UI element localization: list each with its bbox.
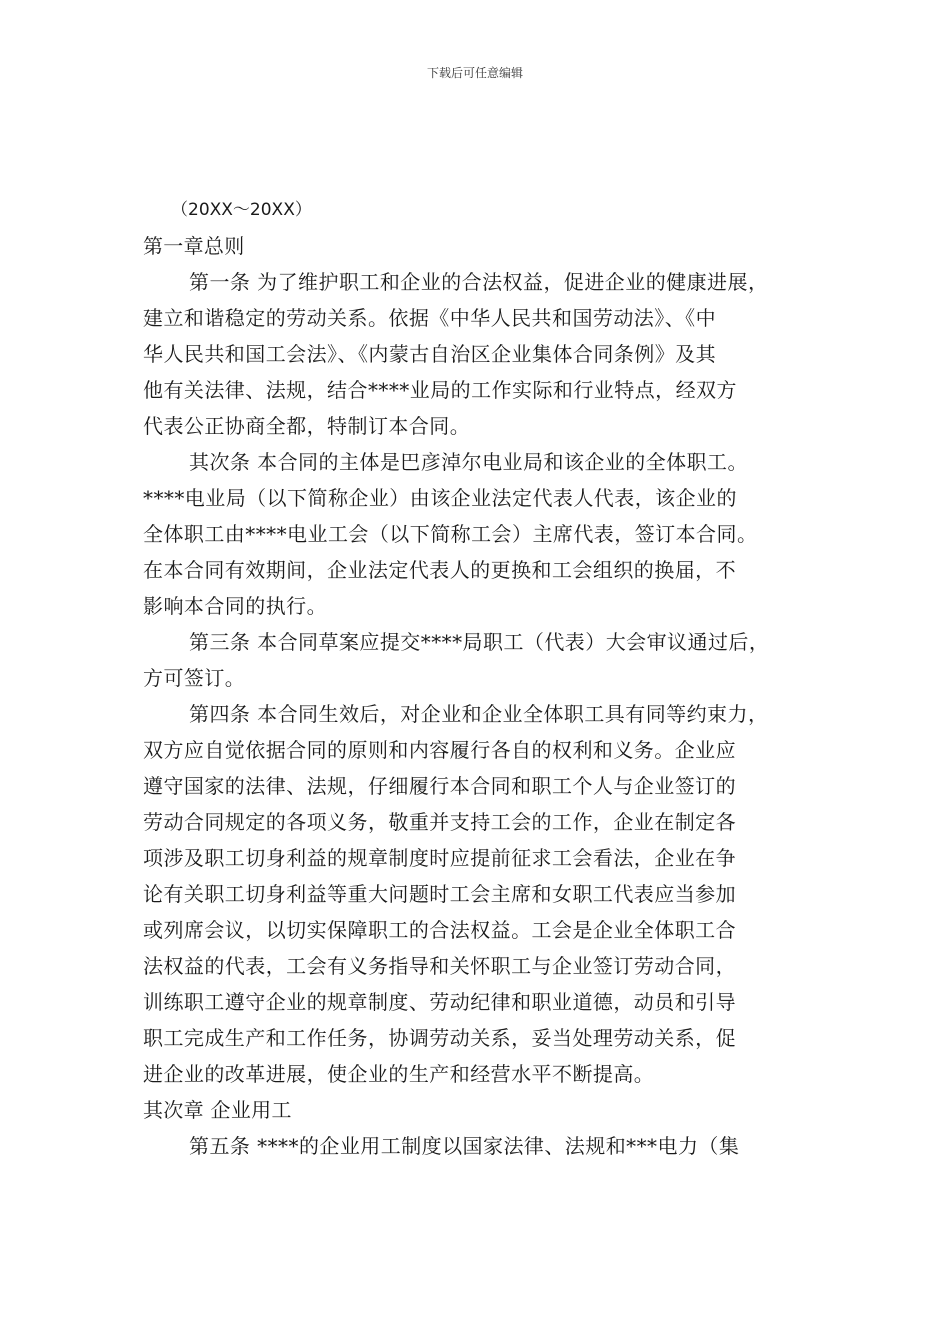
chapter-2-title: 其次章 企业用工 — [143, 1098, 292, 1122]
article-4-line: 项涉及职工切身利益的规章制度时应提前征求工会看法，企业在争 — [143, 846, 737, 870]
article-1-line: 他有关法律、法规，结合****业局的工作实际和行业特点，经双方 — [143, 378, 737, 402]
article-2 — [143, 444, 811, 624]
article-5 — [143, 1128, 811, 1164]
article-2-line: 其次条 本合同的主体是巴彦淖尔电业局和该企业的全体职工。 — [189, 450, 748, 474]
article-4-line: 进企业的改革进展，使企业的生产和经营水平不断提高。 — [143, 1062, 655, 1086]
article-4-line: 训练职工遵守企业的规章制度、劳动纪律和职业道德，动员和引导 — [143, 990, 737, 1014]
article-1-line: 第一条 为了维护职工和企业的合法权益，促进企业的健康进展， — [189, 270, 769, 294]
article-4-line: 遵守国家的法律、法规，仔细履行本合同和职工个人与企业签订的 — [143, 774, 737, 798]
article-2-line: 全体职工由****电业工会（以下简称工会）主席代表，签订本合同。 — [143, 522, 758, 546]
date-range: （20XX～20XX） — [171, 200, 312, 220]
article-4-line: 第四条 本合同生效后，对企业和企业全体职工具有同等约束力， — [189, 702, 769, 726]
article-4-line: 论有关职工切身利益等重大问题时工会主席和女职工代表应当参加 — [143, 882, 737, 906]
article-5-line: 第五条 ****的企业用工制度以国家法律、法规和***电力（集 — [189, 1134, 740, 1158]
article-1-line: 代表公正协商全都，特制订本合同。 — [143, 414, 471, 438]
article-2-line: ****电业局（以下简称企业）由该企业法定代表人代表，该企业的 — [143, 486, 737, 510]
document-body — [143, 192, 811, 1164]
article-1-line: 建立和谐稳定的劳动关系。依据《中华人民共和国劳动法》、《中 — [143, 306, 717, 330]
article-3 — [143, 624, 811, 696]
article-4-line: 劳动合同规定的各项义务，敬重并支持工会的工作，企业在制定各 — [143, 810, 737, 834]
article-4-line: 或列席会议，以切实保障职工的合法权益。工会是企业全体职工合 — [143, 918, 737, 942]
article-4 — [143, 696, 811, 1092]
chapter-1-title: 第一章总则 — [143, 234, 245, 258]
article-3-line: 方可签订。 — [143, 666, 246, 690]
article-1 — [143, 264, 811, 444]
article-2-line: 在本合同有效期间，企业法定代表人的更换和工会组织的换届，不 — [143, 558, 737, 582]
article-3-line: 第三条 本合同草案应提交****局职工（代表）大会审议通过后， — [189, 630, 770, 654]
article-4-line: 双方应自觉依据合同的原则和内容履行各自的权利和义务。企业应 — [143, 738, 737, 762]
article-4-line: 职工完成生产和工作任务，协调劳动关系，妥当处理劳动关系，促 — [143, 1026, 737, 1050]
article-4-line: 法权益的代表，工会有义务指导和关怀职工与企业签订劳动合同， — [143, 954, 737, 978]
article-1-line: 华人民共和国工会法》、《内蒙古自治区企业集体合同条例》及其 — [143, 342, 717, 366]
page-header-note: 下载后可任意编辑 — [426, 66, 523, 80]
article-2-line: 影响本合同的执行。 — [143, 594, 328, 618]
